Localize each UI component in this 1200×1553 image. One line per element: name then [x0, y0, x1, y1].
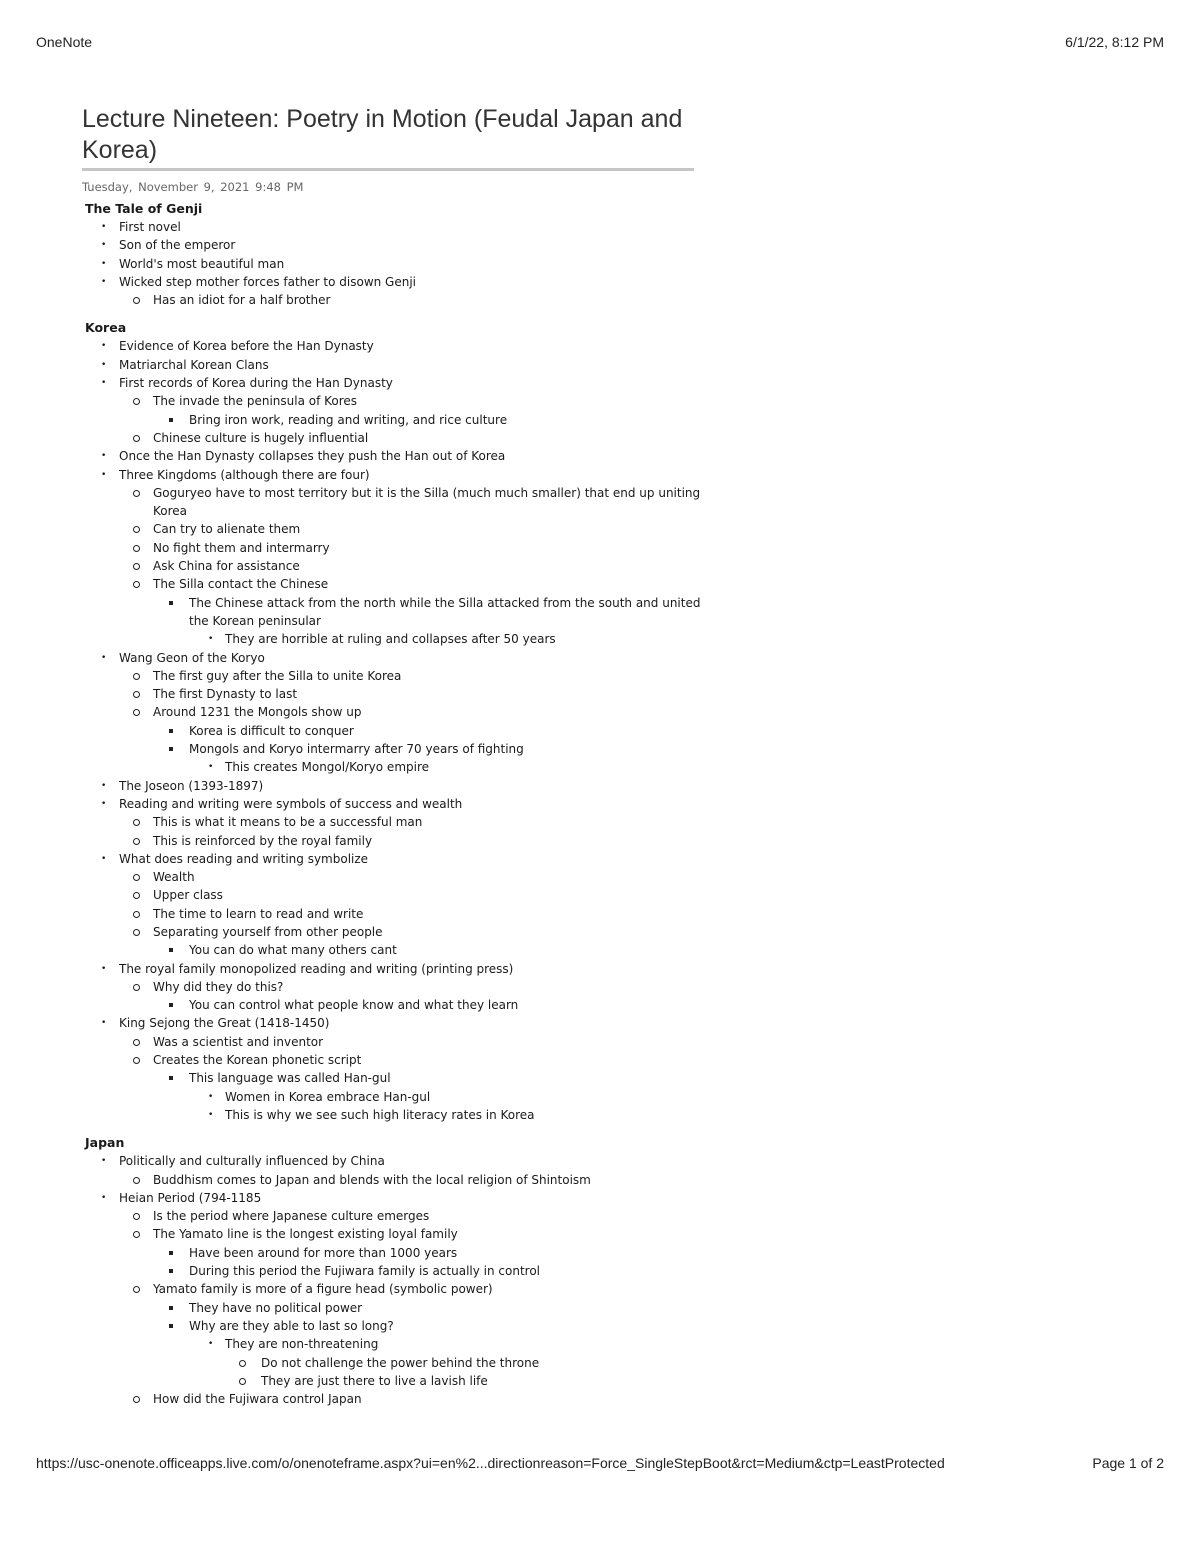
list-item — [119, 1051, 702, 1124]
bullet-list-level-2 — [119, 1207, 702, 1408]
bullet-icon — [133, 435, 140, 442]
bullet-list-level-3 — [153, 594, 702, 649]
page-indicator: Page 1 of 2 — [1092, 1455, 1164, 1471]
bullet-icon: • — [208, 1091, 214, 1102]
bullet-icon — [169, 418, 173, 422]
list-item — [119, 539, 702, 557]
bullet-list-level-3 — [153, 1299, 702, 1390]
list-item-text: Was a scientist and inventor — [153, 1034, 324, 1049]
list-item-text: King Sejong the Great (1418-1450) — [119, 1016, 330, 1031]
list-item — [153, 740, 702, 777]
list-item-text: Politically and culturally influenced by China — [119, 1154, 385, 1169]
list-item-text: Evidence of Korea before the Han Dynasty — [119, 339, 374, 354]
bullet-icon — [133, 1039, 140, 1046]
list-item-text: Three Kingdoms (although there are four) — [119, 467, 370, 482]
list-item — [153, 411, 702, 429]
note-section — [82, 200, 702, 309]
bullet-icon — [133, 1286, 140, 1293]
bullet-icon — [169, 747, 173, 751]
list-item — [153, 1317, 702, 1390]
bullet-icon — [133, 911, 140, 918]
list-item — [119, 978, 702, 1015]
list-item — [225, 1354, 702, 1372]
bullet-icon: • — [101, 258, 107, 269]
list-item — [82, 374, 702, 447]
bullet-list-level-4 — [189, 1088, 702, 1125]
list-item-text: The first guy after the Silla to unite Korea — [153, 668, 402, 683]
list-item-text: The Chinese attack from the north while the Silla attacked from the south and united the Korean peninsular — [189, 595, 701, 628]
list-item — [119, 1390, 702, 1408]
list-item-text: Separating yourself from other people — [153, 924, 383, 939]
page-date: Tuesday, November 9, 2021 9:48 PM — [82, 180, 304, 194]
list-item-text: Why are they able to last so long? — [189, 1318, 394, 1333]
list-item-text: Around 1231 the Mongols show up — [153, 705, 362, 720]
list-item — [153, 722, 702, 740]
list-item-text: The time to learn to read and write — [153, 906, 364, 921]
list-item — [82, 795, 702, 850]
list-item — [189, 1106, 702, 1124]
bullet-icon: • — [101, 780, 107, 791]
list-item-text: Can try to alienate them — [153, 522, 301, 537]
note-page — [82, 104, 702, 1408]
bullet-list-level-2 — [119, 978, 702, 1015]
list-item — [82, 255, 702, 273]
list-item-text: How did the Fujiwara control Japan — [153, 1392, 362, 1407]
bullet-list-level-2 — [119, 813, 702, 850]
list-item — [189, 630, 702, 648]
section-heading: Japan — [85, 1135, 125, 1151]
list-item-text: This language was called Han-gul — [189, 1071, 391, 1086]
list-item — [153, 1069, 702, 1124]
list-item — [82, 236, 702, 254]
page-url: https://usc-onenote.officeapps.live.com/o/onenoteframe.aspx?ui=en%2...directionreason=Force_SingleStepBoot&rct=Medium&ctp=LeastProtected — [36, 1455, 945, 1471]
list-item — [119, 868, 702, 886]
bullet-icon — [133, 297, 140, 304]
list-item — [189, 1088, 702, 1106]
list-item-text: This is what it means to be a successful man — [153, 815, 423, 830]
bullet-list-level-3 — [153, 996, 702, 1014]
list-item-text: Mongols and Koryo intermarry after 70 years of fighting — [189, 742, 524, 757]
list-item — [82, 218, 702, 236]
bullet-icon — [133, 398, 140, 405]
list-item-text: First novel — [119, 220, 181, 234]
list-item — [82, 649, 702, 777]
bullet-icon: • — [101, 963, 107, 974]
bullet-icon — [239, 1378, 246, 1385]
list-item — [82, 273, 702, 310]
bullet-icon: • — [101, 798, 107, 809]
list-item-text: This creates Mongol/Koryo empire — [225, 760, 430, 775]
bullet-list-level-2 — [119, 1171, 702, 1189]
bullet-icon — [169, 1306, 173, 1310]
list-item-text: Reading and writing were symbols of success and wealth — [119, 796, 463, 811]
list-item-text: Once the Han Dynasty collapses they push the Han out of Korea — [119, 449, 506, 464]
bullet-icon — [133, 563, 140, 570]
list-item — [225, 1372, 702, 1390]
bullet-icon: • — [101, 341, 107, 352]
list-item-text: The royal family monopolized reading and writing (printing press) — [119, 961, 514, 976]
list-item — [119, 1280, 702, 1390]
bullet-icon — [169, 948, 173, 952]
bullet-icon: • — [101, 378, 107, 389]
list-item — [119, 557, 702, 575]
list-item-text: No fight them and intermarry — [153, 540, 330, 555]
bullet-icon: • — [101, 853, 107, 864]
list-item-text: Do not challenge the power behind the throne — [261, 1355, 540, 1370]
bullet-icon — [133, 1177, 140, 1184]
list-item — [82, 337, 702, 355]
list-item-text: The first Dynasty to last — [153, 687, 298, 702]
list-item — [119, 886, 702, 904]
bullet-list-level-1 — [82, 218, 702, 309]
list-item-text: Goguryeo have to most territory but it is the Silla (much much smaller) that end up uniting Korea — [153, 485, 701, 519]
bullet-icon — [133, 490, 140, 497]
list-item — [189, 758, 702, 776]
list-item — [119, 832, 702, 850]
list-item-text: What does reading and writing symbolize — [119, 851, 369, 866]
list-item-text: The Yamato line is the longest existing loyal family — [153, 1227, 458, 1242]
bullet-list-level-3 — [153, 411, 702, 429]
bullet-icon: • — [101, 1156, 107, 1167]
bullet-icon: • — [208, 1339, 214, 1350]
bullet-icon: • — [101, 240, 107, 251]
bullet-icon — [169, 1324, 173, 1328]
list-item — [189, 1335, 702, 1390]
bullet-icon — [133, 984, 140, 991]
bullet-icon — [133, 691, 140, 698]
bullet-icon — [133, 838, 140, 845]
bullet-list-level-3 — [153, 1244, 702, 1281]
title-divider — [82, 168, 694, 171]
list-item-text: This is reinforced by the royal family — [153, 833, 373, 848]
list-item-text: World's most beautiful man — [119, 256, 285, 271]
bullet-icon: • — [101, 469, 107, 480]
bullet-icon: • — [101, 1018, 107, 1029]
note-section — [82, 1134, 702, 1408]
bullet-icon: • — [101, 359, 107, 370]
list-item — [119, 667, 702, 685]
list-item — [153, 594, 702, 649]
list-item-text: They are non-threatening — [225, 1337, 379, 1352]
list-item-text: Yamato family is more of a figure head (symbolic power) — [153, 1282, 493, 1297]
list-item-text: Son of the emperor — [119, 238, 236, 253]
print-timestamp: 6/1/22, 8:12 PM — [1065, 34, 1164, 50]
list-item-text: Matriarchal Korean Clans — [119, 357, 269, 372]
list-item — [119, 575, 702, 648]
list-item-text: Korea is difficult to conquer — [189, 723, 354, 738]
list-item — [153, 1299, 702, 1317]
bullet-icon: • — [208, 634, 214, 645]
list-item-text: Chinese culture is hugely influential — [153, 430, 369, 445]
bullet-icon — [133, 1231, 140, 1238]
bullet-icon: • — [101, 222, 107, 232]
bullet-list-level-2 — [119, 291, 702, 309]
list-item-text: Wicked step mother forces father to disown Genji — [119, 274, 417, 289]
bullet-list-level-1 — [82, 337, 702, 1124]
list-item — [153, 1262, 702, 1280]
bullet-icon — [133, 709, 140, 716]
list-item-text: Have been around for more than 1000 years — [189, 1245, 458, 1260]
list-item-text: The invade the peninsula of Kores — [153, 394, 358, 409]
bullet-icon — [133, 892, 140, 899]
list-item — [119, 484, 702, 521]
list-item — [153, 941, 702, 959]
list-item — [82, 777, 702, 795]
bullet-icon: • — [208, 1109, 214, 1120]
list-item-text: You can control what people know and what they learn — [189, 998, 519, 1013]
list-item-text: The Silla contact the Chinese — [153, 577, 329, 592]
list-item-text: You can do what many others cant — [189, 943, 397, 958]
bullet-list-level-2 — [119, 667, 702, 777]
bullet-icon — [169, 729, 173, 733]
bullet-icon: • — [101, 276, 107, 287]
bullet-icon — [133, 526, 140, 533]
bullet-list-level-3 — [153, 722, 702, 777]
list-item-text: Why did they do this? — [153, 979, 284, 994]
bullet-icon — [239, 1360, 246, 1367]
bullet-icon — [133, 1057, 140, 1064]
list-item-text: First records of Korea during the Han Dynasty — [119, 376, 393, 391]
list-item — [119, 685, 702, 703]
note-section — [82, 319, 702, 1124]
bullet-icon — [169, 1003, 173, 1007]
bullet-icon — [169, 1269, 173, 1273]
bullet-icon: • — [101, 1192, 107, 1203]
bullet-list-level-5 — [225, 1354, 702, 1391]
bullet-list-level-4 — [189, 630, 702, 648]
bullet-list-level-3 — [153, 1069, 702, 1124]
list-item — [119, 813, 702, 831]
list-item-text: Women in Korea embrace Han-gul — [225, 1089, 431, 1104]
list-item-text: During this period the Fujiwara family is actually in control — [189, 1264, 540, 1279]
bullet-icon — [169, 1251, 173, 1255]
bullet-icon — [133, 819, 140, 826]
bullet-icon — [169, 1076, 173, 1080]
bullet-icon — [133, 929, 140, 936]
list-item — [119, 291, 702, 309]
bullet-icon: • — [101, 451, 107, 462]
bullet-icon: • — [101, 652, 107, 663]
list-item-text: Ask China for assistance — [153, 559, 300, 574]
list-item-text: They are just there to live a lavish life — [261, 1373, 488, 1388]
bullet-list-level-2 — [119, 484, 702, 649]
list-item — [119, 905, 702, 923]
list-item — [119, 520, 702, 538]
list-item — [119, 923, 702, 960]
list-item — [82, 447, 702, 465]
bullet-icon — [169, 601, 173, 605]
bullet-list-level-2 — [119, 868, 702, 959]
bullet-list-level-4 — [189, 1335, 702, 1390]
list-item — [119, 392, 702, 429]
list-item-text: Buddhism comes to Japan and blends with the local religion of Shintoism — [153, 1172, 591, 1187]
list-item-text: Upper class — [153, 888, 223, 903]
list-item — [119, 1225, 702, 1280]
list-item-text: They have no political power — [189, 1300, 363, 1315]
list-item-text: The Joseon (1393-1897) — [119, 778, 264, 793]
app-name: OneNote — [36, 34, 93, 50]
list-item — [119, 1033, 702, 1051]
bullet-icon — [133, 1396, 140, 1403]
list-item-text: Bring iron work, reading and writing, and rice culture — [189, 412, 508, 427]
list-item — [153, 1244, 702, 1262]
list-item-text: Has an idiot for a half brother — [153, 293, 331, 308]
list-item — [82, 850, 702, 960]
bullet-icon — [133, 673, 140, 680]
list-item — [153, 996, 702, 1014]
list-item-text: Creates the Korean phonetic script — [153, 1053, 362, 1068]
bullet-list-level-2 — [119, 1033, 702, 1124]
list-item — [119, 1207, 702, 1225]
list-item-text: Wealth — [153, 870, 195, 885]
bullet-list-level-4 — [189, 758, 702, 776]
section-heading: The Tale of Genji — [85, 201, 203, 216]
bullet-icon — [133, 874, 140, 881]
bullet-list-level-2 — [119, 392, 702, 447]
list-item-text: This is why we see such high literacy rates in Korea — [225, 1107, 535, 1122]
list-item-text: Is the period where Japanese culture emerges — [153, 1209, 430, 1224]
section-heading: Korea — [85, 320, 127, 336]
list-item — [82, 1014, 702, 1124]
list-item-text: Wang Geon of the Koryo — [119, 650, 265, 665]
list-item — [119, 429, 702, 447]
list-item — [82, 356, 702, 374]
bullet-icon — [133, 581, 140, 588]
list-item — [82, 466, 702, 649]
bullet-list-level-3 — [153, 941, 702, 959]
bullet-list-level-1 — [82, 1152, 702, 1408]
list-item-text: Heian Period (794-1185 — [119, 1190, 262, 1205]
list-item — [82, 960, 702, 1015]
list-item — [82, 1189, 702, 1409]
note-body — [82, 200, 702, 1408]
page-title: Lecture Nineteen: Poetry in Motion (Feudal Japan and Korea) — [82, 105, 683, 164]
list-item — [119, 703, 702, 776]
bullet-icon — [133, 545, 140, 552]
bullet-icon: • — [208, 762, 214, 773]
list-item — [119, 1171, 702, 1189]
list-item-text: They are horrible at ruling and collapses after 50 years — [225, 632, 556, 647]
bullet-icon — [133, 1213, 140, 1220]
list-item — [82, 1152, 702, 1189]
